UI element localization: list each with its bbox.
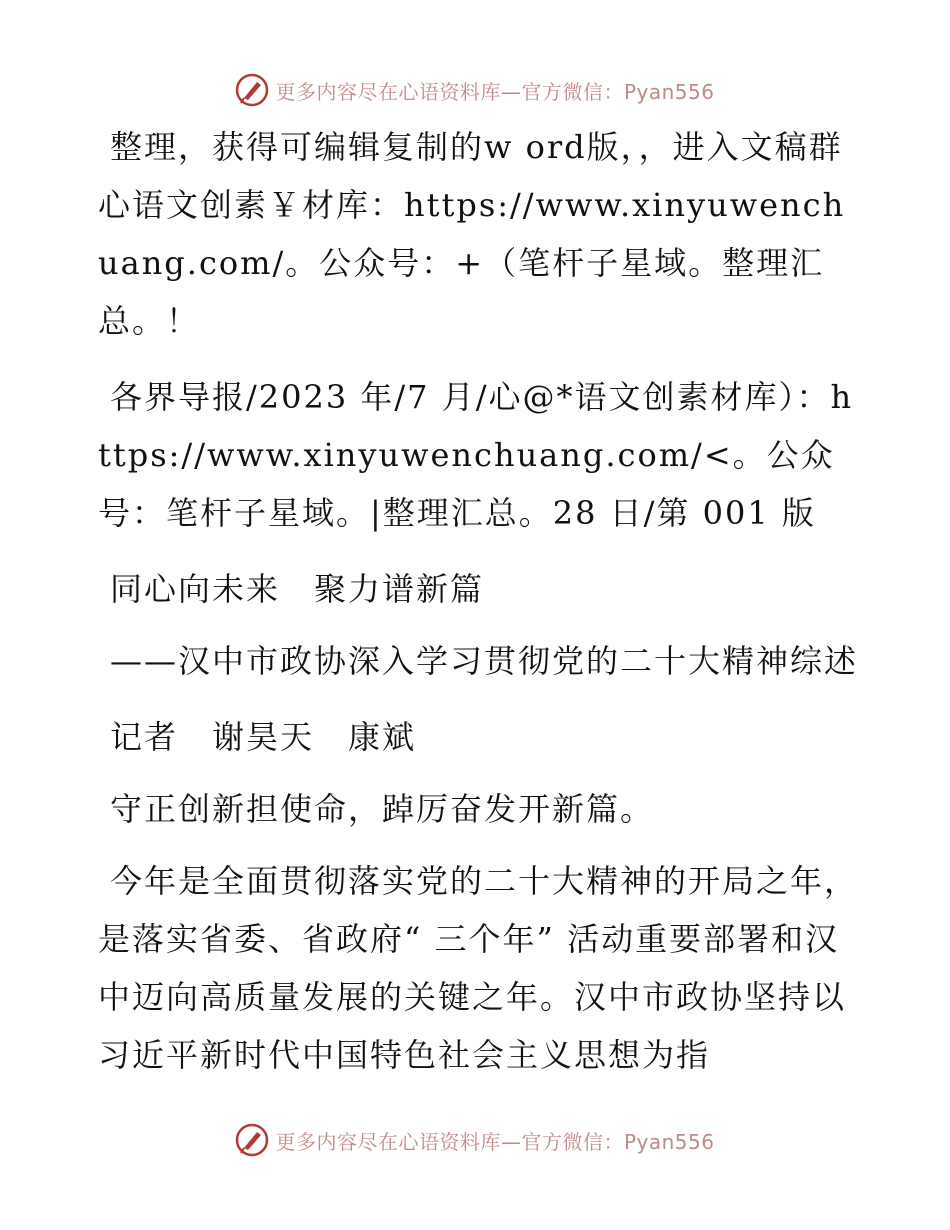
quill-pen-logo-icon (235, 73, 269, 107)
byline: 记者 谢昊天 康斌 (110, 718, 417, 756)
header-watermark (0, 70, 950, 110)
footer-watermark (0, 1120, 950, 1160)
source-line: 各界导报/2023 年/7 月/心@*语文创素材库）：https://www.xinyuwenchuang.com/<。公众号：笔杆子星域。|整理汇总。28 日/第 001 版 (98, 378, 854, 532)
watermark-text: 更多内容尽在心语资料库—官方微信：Pyan556 (275, 79, 715, 104)
quill-pen-logo-icon (235, 1123, 269, 1157)
body-paragraph: 今年是全面贯彻落实党的二十大精神的开局之年，是落实省委、省政府“ 三个年” 活动重要部署和汉中迈向高质量发展的关键之年。汉中市政协坚持以习近平新时代中国特色社会主义思想为指 (98, 862, 859, 1074)
watermark-text: 更多内容尽在心语资料库—官方微信：Pyan556 (275, 1129, 715, 1154)
document-body (98, 118, 858, 1102)
lead-sentence: 守正创新担使命，踔厉奋发开新篇。 (110, 790, 655, 828)
article-title: 同心向未来 聚力谱新篇 (110, 570, 485, 608)
article-subtitle: ——汉中市政协深入学习贯彻党的二十大精神综述 (110, 642, 859, 680)
intro-paragraph: 整理，获得可编辑复制的w ord版，，进入文稿群心语文创素￥材库：https://www.xinyuwenchuang.com/。公众号：+（笔杆子星域。整理汇总。！ (98, 128, 846, 340)
